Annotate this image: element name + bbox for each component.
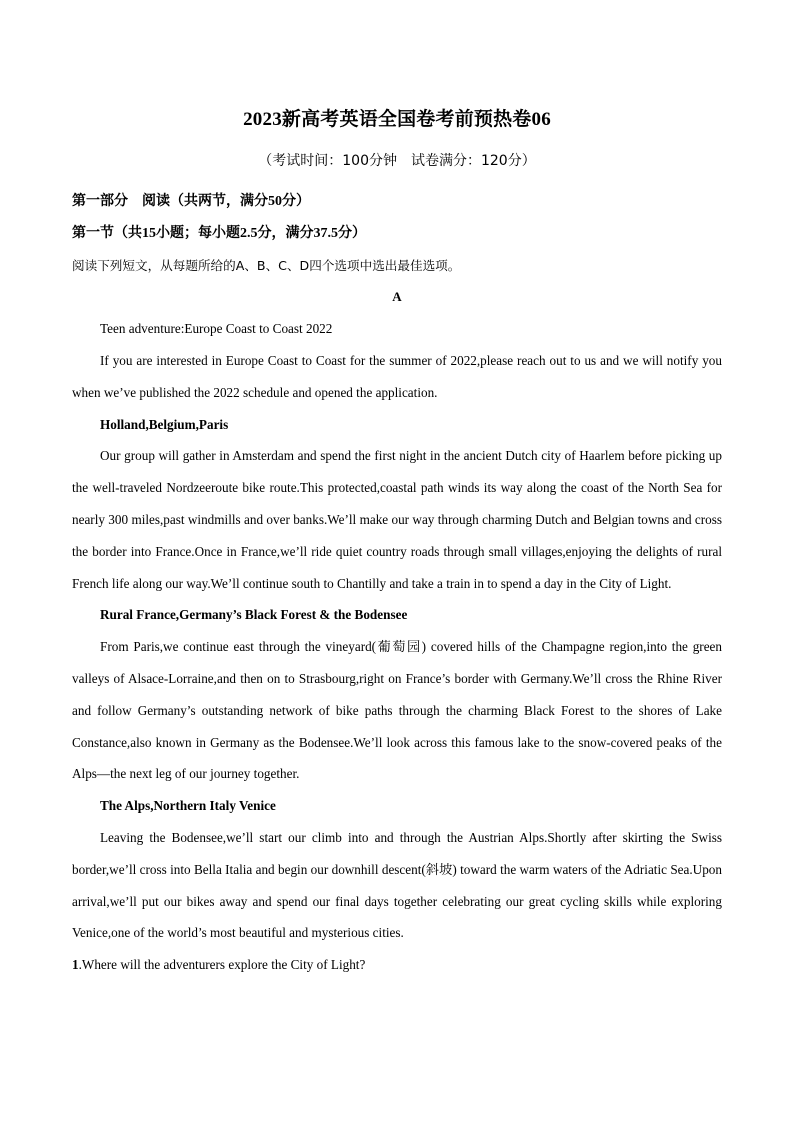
question-1 [72, 949, 722, 981]
exam-body [72, 186, 722, 981]
passage-intro: If you are interested in Europe Coast to Coast for the summer of 2022,please reach out to us and we will notify you when we’ve published the 2022 schedule and opened the application. [72, 352, 722, 400]
passage-headline: Teen adventure:Europe Coast to Coast 2022 [100, 321, 333, 337]
section-3-text: Leaving the Bodensee,we’ll start our climb into and through the Austrian Alps.Shortly after skirting the Swiss border,we’ll cross into Bella Italia and begin our downhill descent(斜坡) toward the warm waters of the Adriatic Sea.Upon arrival,we’ll put our bikes away and spend our final days together celebrating our great cycling skills while exploring Venice,one of the world’s most beautiful and mysterious cities. [72, 829, 722, 941]
question-text: .Where will the adventurers explore the City of Light? [78, 957, 366, 973]
section-2-text: From Paris,we continue east through the vineyard(葡萄园) covered hills of the Champagne region,into the green valleys of Alsace-Lorraine,and then on to Strasbourg,right on France’s border with Germany.We’ll cross the Rhine River and follow Germany’s outstanding network of bike paths through the charming Black Forest to the shores of Lake Constance,also known in Germany as the Bodensee.We’ll look across this famous lake to the snow-covered peaks of the Alps—the next leg of our journey together. [72, 639, 722, 782]
exam-subtitle: （考试时间：100分钟 试卷满分：120分） [258, 153, 536, 169]
question-number: 1 [72, 957, 79, 973]
section-1-heading: Holland,Belgium,Paris [100, 416, 229, 432]
section-2-heading: Rural France,Germany’s Black Forest & the Bodensee [100, 607, 408, 623]
part-heading: 第一部分 阅读（共两节，满分50分） [72, 194, 310, 209]
passage-label: A [392, 289, 402, 305]
section-1-text: Our group will gather in Amsterdam and spend the first night in the ancient Dutch city of Haarlem before picking up the well-traveled Nordzeeroute bike route.This protected,coastal path winds its way along the coast of the North Sea for nearly 300 miles,past windmills and over banks.We’ll make our way through charming Dutch and Belgian towns and cross the border into France.Once in France,we’ll ride quiet country roads through small villages,enjoying the delights of rural French life along our way.We’ll continue south to Chantilly and take a train in to spend a day in the City of Light. [72, 448, 722, 591]
section-heading: 第一节（共15小题；每小题2.5分，满分37.5分） [72, 225, 366, 241]
section-3-heading: The Alps,Northern Italy Venice [100, 798, 276, 814]
exam-title: 2023新高考英语全国卷考前预热卷06 [243, 109, 551, 130]
instruction-text: 阅读下列短文，从每题所给的A、B、C、D四个选项中选出最佳选项。 [72, 257, 461, 273]
